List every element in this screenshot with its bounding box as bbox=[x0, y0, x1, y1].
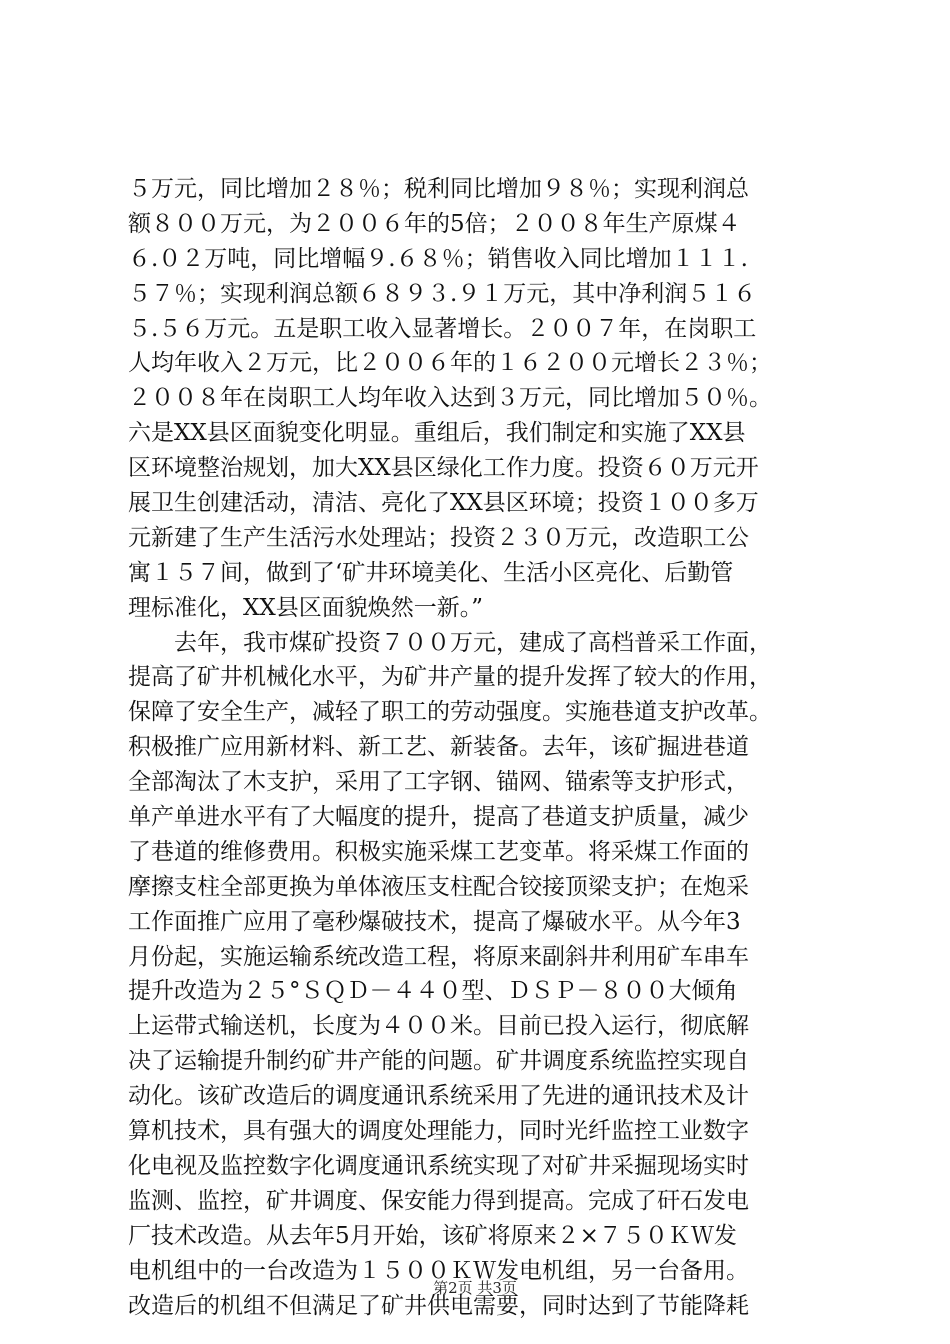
text-line: 区环境整治规划，加大XX县区绿化工作力度。投资６０万元开 bbox=[128, 455, 759, 482]
text-line: 元新建了生产生活污水处理站；投资２３０万元，改造职工公 bbox=[128, 524, 749, 551]
text-line: 算机技术，具有强大的调度处理能力，同时光纤监控工业数字 bbox=[128, 1118, 749, 1145]
text-line: 积极推广应用新材料、新工艺、新装备。去年，该矿掘进巷道 bbox=[128, 734, 749, 761]
text-line: 保障了安全生产，减轻了职工的劳动强度。实施巷道支护改革。 bbox=[128, 699, 772, 726]
text-line: 月份起，实施运输系统改造工程，将原来副斜井利用矿车串车 bbox=[128, 943, 749, 970]
text-line: 摩擦支柱全部更换为单体液压支柱配合铰接顶梁支护；在炮采 bbox=[128, 873, 749, 900]
text-line: 六是XX县区面貌变化明显。重组后，我们制定和实施了XX县 bbox=[128, 420, 746, 447]
text-line: 了巷道的维修费用。积极实施采煤工艺变革。将采煤工作面的 bbox=[128, 838, 749, 865]
text-line: 展卫生创建活动，清洁、亮化了XX县区环境；投资１００多万 bbox=[128, 490, 759, 517]
text-line: 改造后的机组不但满足了矿井供电需要，同时达到了节能降耗 bbox=[128, 1292, 749, 1319]
text-line: 理标准化，XX县区面貌焕然一新。” bbox=[128, 594, 484, 621]
text-line: 全部淘汰了木支护，采用了工字钢、锚网、锚索等支护形式， bbox=[128, 769, 749, 796]
text-line: ５７％；实现利润总额６８９３.９１万元，其中净利润５１６ bbox=[128, 280, 757, 307]
text-line: 上运带式输送机，长度为４００米。目前已投入运行，彻底解 bbox=[128, 1013, 749, 1040]
text-line: 单产单进水平有了大幅度的提升，提高了巷道支护质量，减少 bbox=[128, 804, 749, 831]
text-line: ６.０２万吨，同比增幅９.６８％；销售收入同比增加１１１. bbox=[128, 245, 748, 272]
text-line: 去年，我市煤矿投资７００万元，建成了高档普采工作面， bbox=[128, 629, 772, 656]
text-line: 寓１５７间，做到了‘矿井环境美化、生活小区亮化、后勤管 bbox=[128, 559, 734, 586]
text-line: 提升改造为２５°ＳＱＤ－４４０型、ＤＳＰ－８００大倾角 bbox=[128, 978, 738, 1005]
text-line: 监测、监控，矿井调度、保安能力得到提高。完成了矸石发电 bbox=[128, 1187, 749, 1214]
text-line: 厂技术改造。从去年5月开始，该矿将原来２×７５０ＫＷ发 bbox=[128, 1222, 737, 1249]
text-line: ２００８年在岗职工人均年收入达到３万元，同比增加５０％。 bbox=[128, 385, 772, 412]
text-line: 额８００万元，为２００６年的5倍；２００８年生产原煤４ bbox=[128, 210, 741, 237]
text-line: 决了运输提升制约矿井产能的问题。矿井调度系统监控实现自 bbox=[128, 1048, 749, 1075]
page-footer bbox=[0, 1278, 950, 1298]
text-line: ５万元，同比增加２８％；税利同比增加９８％；实现利润总 bbox=[128, 176, 749, 202]
body-text bbox=[128, 172, 828, 1323]
text-line: 动化。该矿改造后的调度通讯系统采用了先进的通讯技术及计 bbox=[128, 1083, 749, 1110]
text-line: 人均年收入２万元，比２００６年的１６２００元增长２３％； bbox=[128, 350, 772, 377]
text-line: 工作面推广应用了毫秒爆破技术，提高了爆破水平。从今年3 bbox=[128, 908, 741, 935]
text-line: 电机组中的一台改造为１５００ＫＷ发电机组，另一台备用。 bbox=[128, 1257, 749, 1284]
page-number-label: 第2页 共3页 bbox=[433, 1279, 517, 1297]
text-line: 化电视及监控数字化调度通讯系统实现了对矿井采掘现场实时 bbox=[128, 1152, 749, 1179]
text-line: ５.５６万元。五是职工收入显著增长。２００７年，在岗职工 bbox=[128, 315, 757, 342]
text-line: 提高了矿井机械化水平，为矿井产量的提升发挥了较大的作用， bbox=[128, 664, 772, 691]
